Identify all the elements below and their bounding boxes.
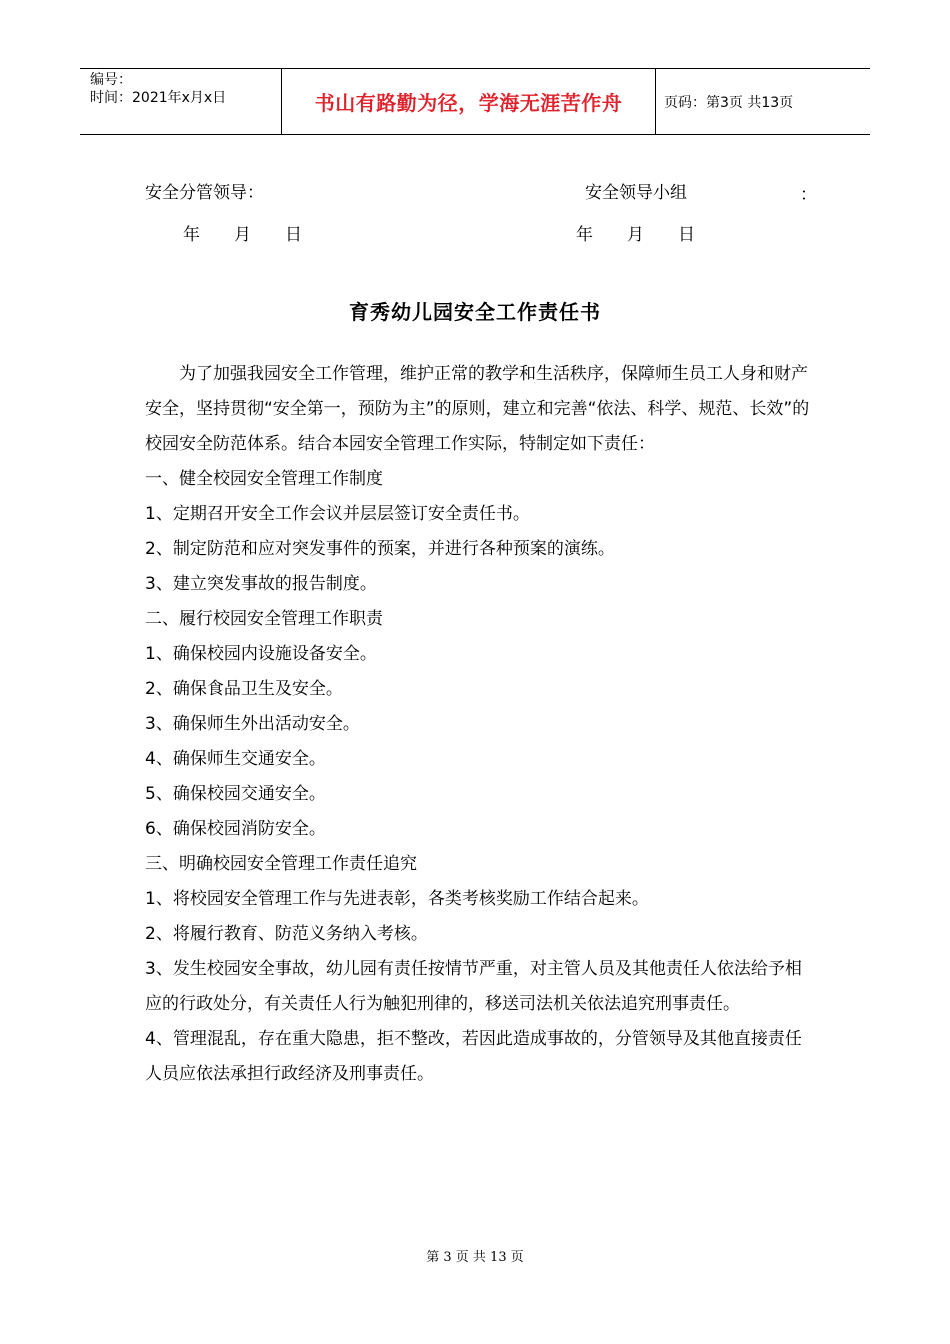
list-item: 4、确保师生交通安全。 xyxy=(145,749,326,769)
list-item: 4、管理混乱，存在重大隐患，拒不整改，若因此造成事故的，分管领导及其他直接责任人员应依法承担行政经济及刑事责任。 xyxy=(145,1029,802,1084)
signature-right-label: 安全领导小组 xyxy=(585,183,687,203)
signature-right-colon: ： xyxy=(800,185,817,205)
list-item: 3、发生校园安全事故，幼儿园有责任按情节严重，对主管人员及其他责任人依法给予相应的行政处分，有关责任人行为触犯刑律的，移送司法机关依法追究刑事责任。 xyxy=(145,959,802,1014)
section-heading: 二、履行校园安全管理工作职责 xyxy=(145,609,383,629)
list-item: 1、将校园安全管理工作与先进表彰，各类考核奖励工作结合起来。 xyxy=(145,889,649,909)
header-page-cell xyxy=(656,69,870,134)
signature-left-date: 年 月 日 xyxy=(183,225,302,245)
signature-left-label: 安全分管领导： xyxy=(145,183,264,203)
list-item: 5、确保校园交通安全。 xyxy=(145,784,326,804)
list-item: 3、确保师生外出活动安全。 xyxy=(145,714,360,734)
section-heading: 一、健全校园安全管理工作制度 xyxy=(145,469,383,489)
section-heading: 三、明确校园安全管理工作责任追究 xyxy=(145,854,417,874)
list-item: 2、制定防范和应对突发事件的预案，并进行各种预案的演练。 xyxy=(145,539,615,559)
list-item: 1、定期召开安全工作会议并层层签订安全责任书。 xyxy=(145,504,530,524)
signature-right-date: 年 月 日 xyxy=(576,225,695,245)
page-header xyxy=(80,68,870,135)
list-item: 6、确保校园消防安全。 xyxy=(145,819,326,839)
document-title: 育秀幼儿园安全工作责任书 xyxy=(349,300,601,324)
intro-paragraph: 为了加强我园安全工作管理，维护正常的教学和生活秩序，保障师生员工人身和财产安全，坚持贯彻“安全第一，预防为主”的原则，建立和完善“依法、科学、规范、长效”的校园安全防范体系。结合本园安全管理工作实际，特制定如下责任： xyxy=(145,364,810,454)
header-motto-cell xyxy=(282,69,656,134)
page-footer: 第 3 页 共 13 页 xyxy=(426,1250,524,1265)
list-item: 1、确保校园内设施设备安全。 xyxy=(145,644,377,664)
header-meta xyxy=(80,69,282,134)
document-number: 编号： xyxy=(90,72,132,88)
list-item: 2、将履行教育、防范义务纳入考核。 xyxy=(145,924,428,944)
document-body xyxy=(145,357,810,1092)
list-item: 2、确保食品卫生及安全。 xyxy=(145,679,343,699)
header-motto: 书山有路勤为径，学海无涯苦作舟 xyxy=(314,91,623,115)
list-item: 3、建立突发事故的报告制度。 xyxy=(145,574,377,594)
document-time: 时间：2021年x月x日 xyxy=(90,90,227,106)
header-page-number: 页码：第3页 共13页 xyxy=(664,94,794,111)
